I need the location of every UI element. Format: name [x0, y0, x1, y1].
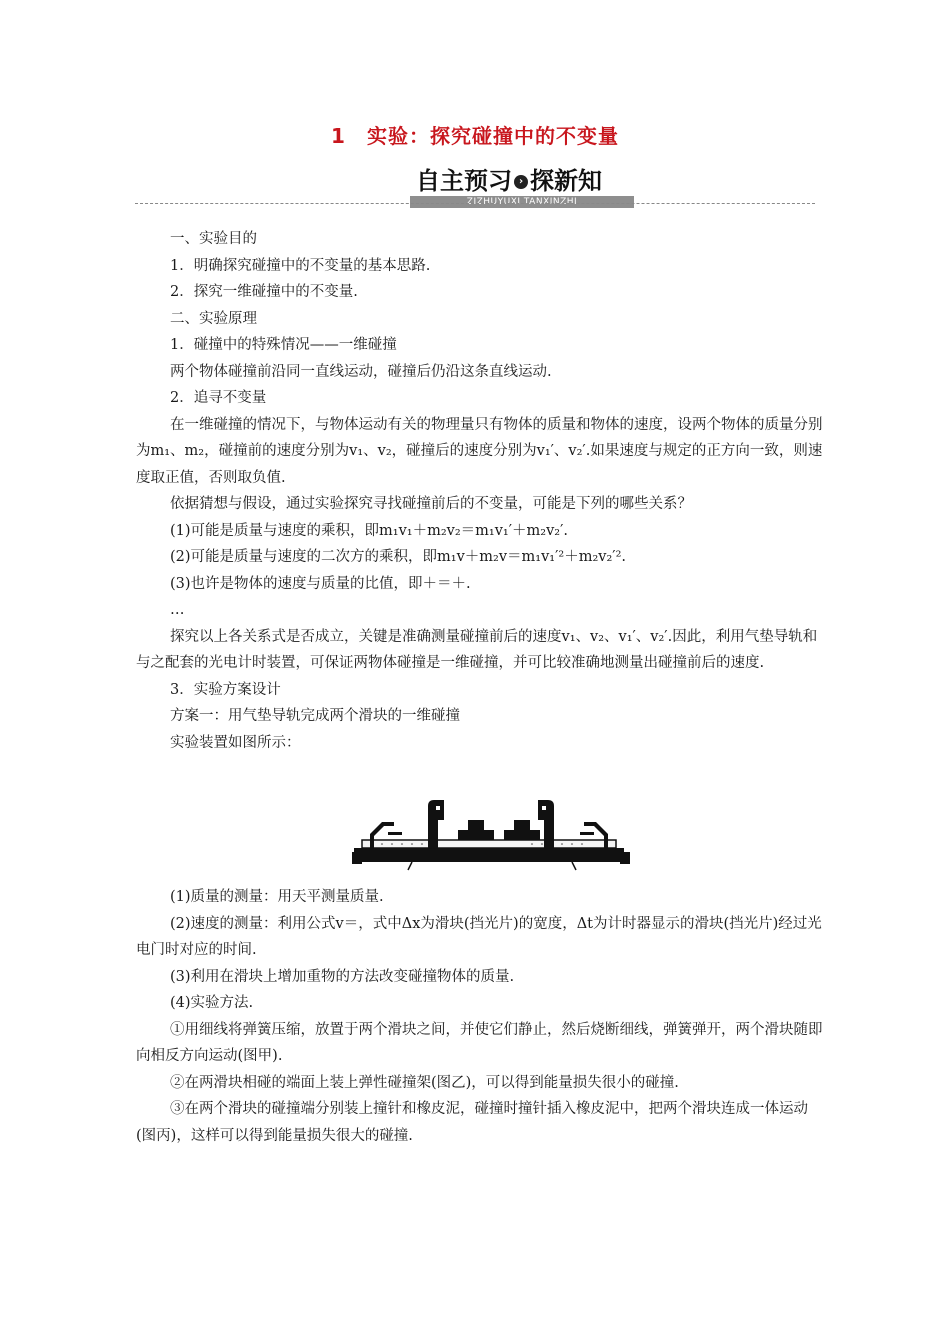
paragraph: (4)实验方法.	[170, 995, 254, 1011]
paragraph: (1)质量的测量：用天平测量质量.	[170, 889, 384, 905]
paragraph: 两个物体碰撞前沿同一直线运动，碰撞后仍沿这条直线运动.	[170, 363, 552, 380]
paragraph: 1．明确探究碰撞中的不变量的基本思路.	[170, 257, 431, 274]
paragraph: 在一维碰撞的情况下，与物体运动有关的物理量只有物体的质量和物体的速度，设两个物体的质量分别为m₁、m₂，碰撞前的速度分别为v₁、v₂，碰撞后的速度分别为v₁′、v₂′.如果速度与规定的正方向一致，则速度取正值，否则取负值.	[136, 416, 823, 486]
paragraph: 3．实验方案设计	[170, 681, 281, 698]
chevron-right-icon: ›	[514, 175, 528, 189]
paragraph: 1．碰撞中的特殊情况——一维碰撞	[170, 337, 397, 353]
paragraph: 探究以上各关系式是否成立，关键是准确测量碰撞前后的速度v₁、v₂、v₁′、v₂′.因此，利用气垫导轨和与之配套的光电计时装置，可保证两物体碰撞是一维碰撞，并可比较准确地测量出碰撞前后的速度.	[136, 628, 818, 671]
paragraph: 方案一：用气垫导轨完成两个滑块的一维碰撞	[170, 708, 460, 724]
banner-title	[416, 166, 628, 196]
paragraph: ③在两个滑块的碰撞端分别装上撞针和橡皮泥，碰撞时撞针插入橡皮泥中，把两个滑块连成一体运动(图丙)，这样可以得到能量损失很大的碰撞.	[136, 1101, 808, 1144]
banner-title-right: 探新知	[530, 167, 602, 195]
paragraph: (1)可能是质量与速度的乘积，即m₁v₁＋m₂v₂＝m₁v₁′＋m₂v₂′.	[170, 522, 568, 539]
paragraph: 实验装置如图所示：	[170, 734, 301, 751]
page-title: 1 实验：探究碰撞中的不变量	[331, 124, 619, 148]
paragraph: (3)也许是物体的速度与质量的比值，即＋＝＋.	[170, 575, 471, 592]
air-track-apparatus-image	[352, 796, 630, 874]
banner-subtitle: ZIZHUYUXI TANXINZHI	[410, 196, 634, 208]
main-content	[136, 226, 826, 756]
paragraph: (3)利用在滑块上增加重物的方法改变碰撞物体的质量.	[170, 968, 515, 985]
main-content-continued	[136, 884, 826, 1149]
paragraph: (2)可能是质量与速度的二次方的乘积，即m₁v＋m₂v＝m₁v₁′²＋m₂v₂′².	[170, 549, 626, 565]
paragraph: 2．追寻不变量	[170, 390, 267, 406]
paragraph: ②在两滑块相碰的端面上装上弹性碰撞架(图乙)，可以得到能量损失很小的碰撞.	[170, 1074, 679, 1091]
paragraph: …	[170, 602, 185, 618]
paragraph: 2．探究一维碰撞中的不变量.	[170, 284, 358, 300]
heading-purpose: 一、实验目的	[170, 231, 257, 247]
paragraph: 依据猜想与假设，通过实验探究寻找碰撞前后的不变量，可能是下列的哪些关系？	[170, 496, 692, 512]
paragraph: ①用细线将弹簧压缩，放置于两个滑块之间，并使它们静止，然后烧断细线，弹簧弹开，两个滑块随即向相反方向运动(图甲).	[136, 1021, 823, 1064]
heading-principle: 二、实验原理	[170, 310, 257, 327]
banner-title-left: 自主预习	[416, 167, 512, 195]
dashed-divider	[135, 203, 815, 204]
paragraph: (2)速度的测量：利用公式v＝，式中Δx为滑块(挡光片)的宽度，Δt为计时器显示的滑块(挡光片)经过光电门时对应的时间.	[136, 915, 822, 958]
